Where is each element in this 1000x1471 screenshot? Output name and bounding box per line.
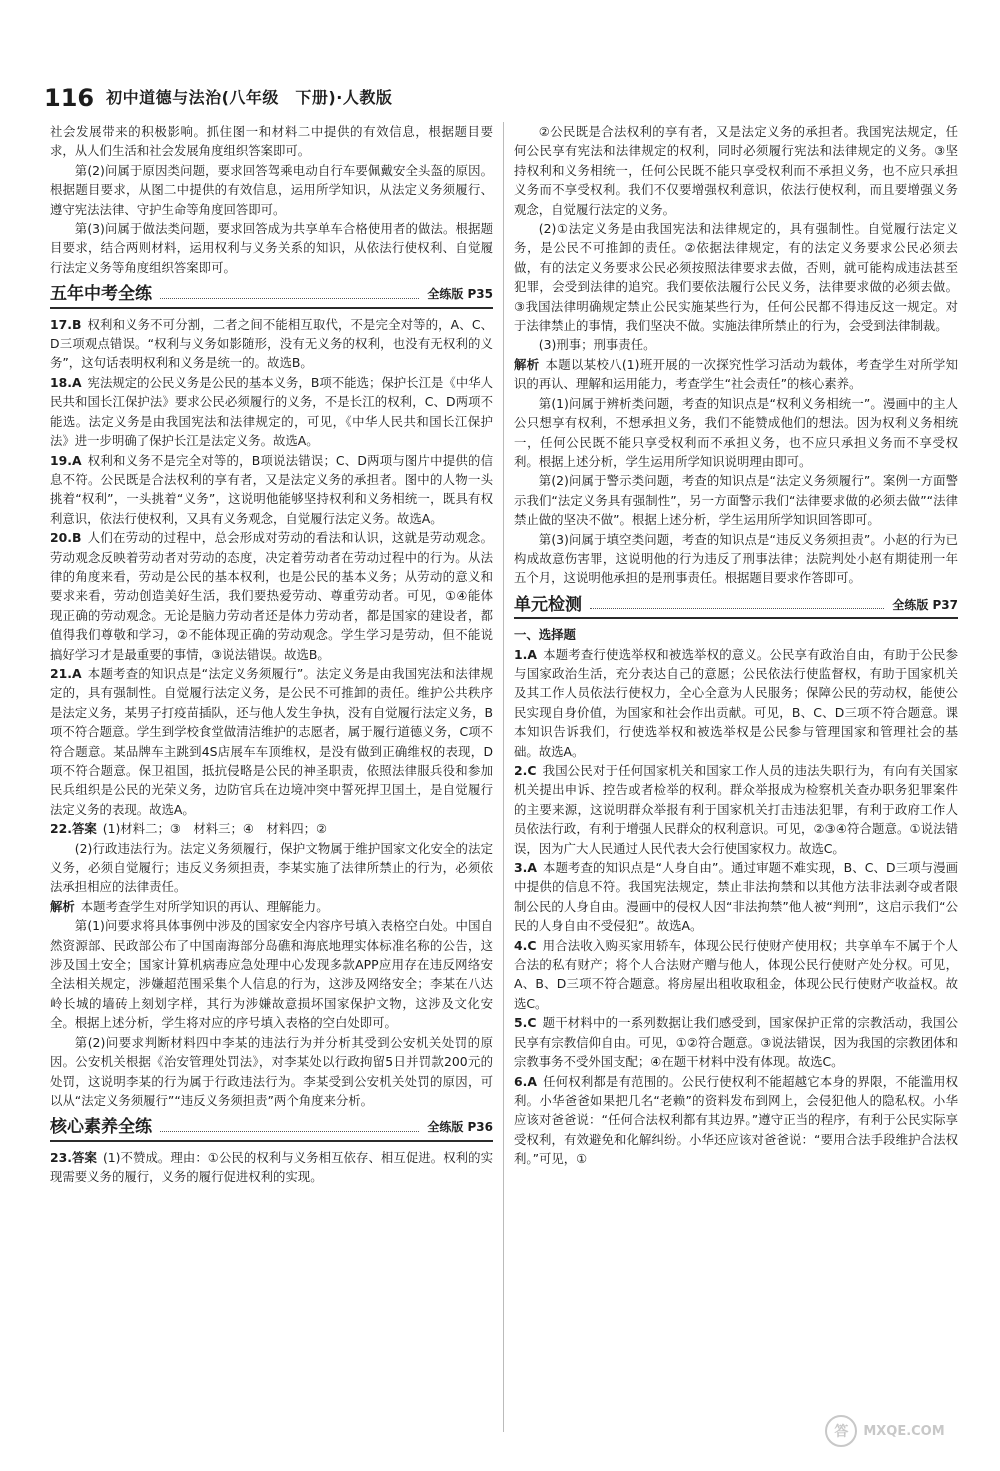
answer-label: 1.A <box>514 646 537 662</box>
analysis-label: 解析 <box>50 898 75 914</box>
analysis-paragraph: 第(2)问要求判断材料四中李某的违法行为并分析其受到公安机关处罚的原因。公安机关根据《治安管理处罚法》，对李某处以行政拘留5日并罚款200元的处罚，这说明李某的行为属于行政违法行为。李某受到公安机关处罚的原因，可以从“法定义务须履行”“违反义务须担责”两个角度来分析。 <box>50 1034 493 1108</box>
answer-item <box>514 858 958 936</box>
answer-item <box>514 936 958 1014</box>
answer-text: 题干材料中的一系列数据让我们感受到，国家保护正常的宗教活动，我国公民享有宗教信仰自由。可见，①②符合题意。③说法错误，因为我国的宗教团体和宗教事务不受外国支配；④在题干材料中没有体现。故选C。 <box>514 1015 958 1070</box>
analysis-item <box>50 897 493 916</box>
left-column <box>50 122 493 1442</box>
answer-text: 我国公民对于任何国家机关和国家工作人员的违法失职行为，有向有关国家机关提出申诉、控告或者检举的权利。群众举报成为检察机关查办职务犯罪案件的主要来源，这说明群众举报有利于国家机关打击违法犯罪，有利于政府工作人员依法行政，有利于增强人民群众的权利意识。可见，②③④符合题意。①说法错误，因为广大人民通过人民代表大会行使国家权力。故选C。 <box>514 763 958 856</box>
analysis-item <box>514 355 958 394</box>
answer-item <box>50 315 493 373</box>
answer-label: 19.A <box>50 452 82 468</box>
section-title: 核心素养全练 <box>50 1117 152 1138</box>
column-divider <box>503 122 504 1432</box>
answer-item <box>50 528 493 664</box>
answer-item <box>514 645 958 761</box>
answer-text: 本题考查的知识点是“法定义务须履行”。法定义务是由我国宪法和法律规定的，具有强制性。自觉履行法定义务，是公民不可推卸的责任。维护公共秩序是法定义务，某男子打疫苗插队，还与他人发生争执，没有自觉履行法定义务，B项不符合题意。学生到学校食堂做清洁维护的志愿者，属于履行道德义务，C项不符合题意。某品牌车主跳到4S店展车车顶维权，是没有做到正确维权的表现，D项不符合题意。保卫祖国，抵抗侵略是公民的神圣职责，依照法律服兵役和参加民兵组织是公民的光荣义务，边防官兵在边境冲突中誓死捍卫国土，是自觉履行法定义务的表现。故选A。 <box>50 665 493 817</box>
section-title: 单元检测 <box>514 594 582 615</box>
analysis-label: 解析 <box>514 356 540 372</box>
answer-text: (3)刑事；刑事责任。 <box>538 337 656 353</box>
intro-paragraph: 社会发展带来的积极影响。抓住图一和材料二中提供的有效信息，根据题目要求，从人们生活和社会发展角度组织答案即可。 <box>50 124 493 159</box>
answer-text: (2)行政违法行为。法定义务须履行，保护文物属于维护国家文化安全的法定义务，必须自觉履行；违反义务须担责，李某实施了法律所禁止的行为，必须依法承担相应的法律责任。 <box>50 840 493 895</box>
answer-item <box>50 664 493 819</box>
dotted-leader <box>160 1131 419 1132</box>
answer-text: 权利和义务不可分割，二者之间不能相互取代，不是完全对等的，A、C、D三项观点错误。“权利与义务如影随形，没有无义务的权利，也没有无权利的义务”，这句话表明权利和义务是统一的。故选B。 <box>50 316 493 371</box>
answer-text: (1)材料二；③ 材料三；④ 材料四；② <box>102 821 328 837</box>
page-number: 116 <box>44 84 95 112</box>
answer-text: ②公民既是合法权利的享有者，又是法定义务的承担者。我国宪法规定，任何公民享有宪法和法律规定的权利，同时必须履行宪法和法律规定的义务。③坚持权利和义务相统一，任何公民既不能只享受权利而不承担义务，也不应只承担义务而不享受权利。我们不仅要增强权利意识，依法行使权利，而且要增强义务观念，自觉履行法定的义务。 <box>514 124 958 217</box>
analysis-paragraph: 第(1)问要求将具体事例中涉及的国家安全内容序号填入表格空白处。中国自然资源部、民政部公布了中国南海部分岛礁和海底地理实体标准名称的公告，这涉及国土安全；国家计算机病毒应急处理中心发现多款APP应用存在违反网络安全法相关规定，涉嫌超范围采集个人信息的行为，这涉及网络安全；李某在八达岭长城的墙砖上刻划字样，其行为涉嫌故意损坏国家保护文物，这涉及文化安全。根据上述分析，学生将对应的序号填入表格的空白处即可。 <box>50 918 493 1031</box>
site-watermark <box>810 1409 960 1453</box>
answer-text: 任何权利都是有范围的。公民行使权利不能超越它本身的界限，不能滥用权利。小华爸爸如果把几名“老赖”的资料发布到网上，会侵犯他人的隐私权。小华应该对爸爸说：“任何合法权利都有其边界。”遵守正当的程序，有利于公民实际享受权利，有效避免和化解纠纷。小华还应该对爸爸说：“要用合法手段维护合法权利。”可见，① <box>514 1073 958 1167</box>
analysis-text: 本题考查学生对所学知识的再认、理解能力。 <box>80 898 329 914</box>
answer-label: 20.B <box>50 530 82 546</box>
analysis-paragraph: 第(3)问属于填空类问题，考查的知识点是“违反义务须担责”。小赵的行为已构成故意伤害罪，这说明他的行为违反了刑事法律；法院判处小赵有期徒刑一年五个月，这说明他承担的是刑事责任。根据题目要求作答即可。 <box>514 531 958 586</box>
intro-paragraph: 第(2)问属于原因类问题，要求回答驾乘电动自行车要佩戴安全头盔的原因。根据题目要求，从图二中提供的有效信息，运用所学知识，从法定义务须履行、遵守宪法法律、守护生命等角度回答即可。 <box>50 162 493 217</box>
answer-item <box>514 1013 958 1071</box>
section-ref: 全练版 P35 <box>427 287 493 302</box>
dotted-leader <box>160 298 419 299</box>
section-heading-core-literacy <box>50 1118 493 1141</box>
analysis-paragraph: 第(2)问属于警示类问题，考查的知识点是“法定义务须履行”。案例一方面警示我们“法定义务具有强制性”，另一方面警示我们“法律要求做的必须去做”“法律禁止做的坚决不做”。根据上述分析，学生运用所学知识回答即可。 <box>514 473 958 528</box>
answer-label: 6.A <box>514 1073 537 1089</box>
section-title: 五年中考全练 <box>50 284 152 305</box>
answer-item <box>50 1148 493 1187</box>
answer-text: 宪法规定的公民义务是公民的基本义务，B项不能选；保护长江是《中华人民共和国长江保护法》要求公民必须履行的义务，不是长江的权利，C、D两项不能选。法定义务是由我国宪法和法律规定的，可见，《中华人民共和国长江保护法》进一步明确了保护长江是法定义务。故选A。 <box>50 374 493 449</box>
section-ref: 全练版 P36 <box>427 1120 493 1135</box>
answer-label: 22.答案 <box>50 821 97 837</box>
analysis-paragraph: 第(1)问属于辨析类问题，考查的知识点是“权利义务相统一”。漫画中的主人公只想享有权利，不想承担义务，我们不能赞成他们的想法。因为权利义务相统一，任何公民既不能只享受权利而不承担义务，也不应只承担义务而不享受权利。根据上述分析，学生运用所学知识说明理由即可。 <box>514 395 958 469</box>
answer-text: 本题考查的知识点是“人身自由”。通过审题不难实现，B、C、D三项与漫画中提供的信息不符。我国宪法规定，禁止非法拘禁和以其他方法非法剥夺或者限制公民的人身自由。漫画中的侵权人因“非法拘禁”他人被“判刑”，这启示我们“公民的人身自由不受侵犯”。故选A。 <box>514 860 958 934</box>
intro-paragraph: 第(3)问属于做法类问题，要求回答成为共享单车合格使用者的做法。根据题目要求，结合两则材料，运用权利与义务关系的知识，从依法行使权利、自觉履行法定义务等角度组织答案即可。 <box>50 221 493 275</box>
answer-text: 本题考查行使选举权和被选举权的意义。公民享有政治自由，有助于公民参与国家政治生活，充分表达自己的意愿；公民依法行使监督权，有助于国家机关及其工作人员依法行使权力，全心全意为人民服务；保障公民的劳动权，能使公民实现自身价值，为国家和社会作出贡献。可见，B、C、D三项不符合题意。课本知识告诉我们，行使选举权和被选举权是公民参与管理国家和管理社会的基础。故选A。 <box>514 646 958 759</box>
section-ref: 全练版 P37 <box>892 597 958 612</box>
answer-item <box>514 761 958 858</box>
right-column <box>514 122 958 1442</box>
answer-label: 2.C <box>514 763 537 778</box>
answer-label: 23.答案 <box>50 1149 97 1165</box>
watermark-text: MXQE.COM <box>863 1423 945 1439</box>
dotted-leader <box>590 608 884 609</box>
answer-text: (1)不赞成。理由：①公民的权利与义务相互依存、相互促进。权利的实现需要义务的履行，义务的履行促进权利的实现。 <box>50 1149 493 1185</box>
answer-item <box>50 451 493 529</box>
answer-text: 用合法收入购买家用轿车，体现公民行使财产使用权；共享单车不属于个人合法的私有财产；将个人合法财产赠与他人，体现公民行使财产处分权。可见，A、B、D三项不符合题意。将房屋出租收取租金，体现公民行使财产收益权。故选C。 <box>514 937 958 1011</box>
analysis-text: 本题以某校八(1)班开展的一次探究性学习活动为载体，考查学生对所学知识的再认、理解和运用能力，考查学生“社会责任”的核心素养。 <box>514 356 958 392</box>
answer-label: 3.A <box>514 860 537 876</box>
answer-label: 17.B <box>50 316 82 332</box>
watermark-logo-icon: 答 <box>825 1415 857 1447</box>
answer-text: 人们在劳动的过程中，总会形成对劳动的看法和认识，这就是劳动观念。劳动观念反映着劳动者对劳动的态度，决定着劳动者在劳动过程中的行为。从法律的角度来看，劳动是公民的基本权利，也是公民的基本义务；从劳动的意义和要求来看，劳动创造美好生活，我们要热爱劳动、尊重劳动者。可见，①④能体现正确的劳动观念。无论是脑力劳动者还是体力劳动者，都是国家的建设者，都值得我们尊敬和学习，②不能体现正确的劳动观念。学生学习是劳动，但不能说搞好学习才是最重要的事情，③说法错误。故选B。 <box>50 530 493 662</box>
subsection-heading: 一、选择题 <box>514 627 576 643</box>
page-title: 初中道德与法治(八年级 下册)·人教版 <box>106 88 393 107</box>
answer-item <box>50 373 493 451</box>
answer-label: 5.C <box>514 1015 537 1031</box>
answer-text: (2)①法定义务是由我国宪法和法律规定的，具有强制性。自觉履行法定义务，是公民不可推卸的责任。②依据法律规定，有的法定义务要求公民必须去做，有的法定义务要求公民必须按照法律要求去做，否则，就可能构成违法甚至犯罪，会受到法律的追究。我们要依法履行公民义务，法律要求做的必须去做。③我国法律明确规定禁止公民实施某些行为，任何公民都不得违反这一规定。对于法律禁止的事情，我们坚决不做。实施法律所禁止的行为，会受到法律制裁。 <box>514 221 958 334</box>
answer-item <box>50 819 493 838</box>
page-header <box>44 70 956 110</box>
answer-label: 4.C <box>514 937 537 953</box>
answer-label: 21.A <box>50 665 82 681</box>
answer-label: 18.A <box>50 374 82 390</box>
section-heading-five-year <box>50 285 493 308</box>
answer-item <box>514 1072 958 1169</box>
answer-text: 权利和义务不是完全对等的，B项说法错误；C、D两项与图片中提供的信息不符。公民既是合法权利的享有者，又是法定义务的承担者。图中的人物一头挑着“权利”，一头挑着“义务”，这说明他能够坚持权利和义务相统一，既具有权利意识，依法行使权利，又具有义务观念，自觉履行法定义务。故选A。 <box>50 452 493 526</box>
section-heading-unit-test <box>514 596 958 619</box>
